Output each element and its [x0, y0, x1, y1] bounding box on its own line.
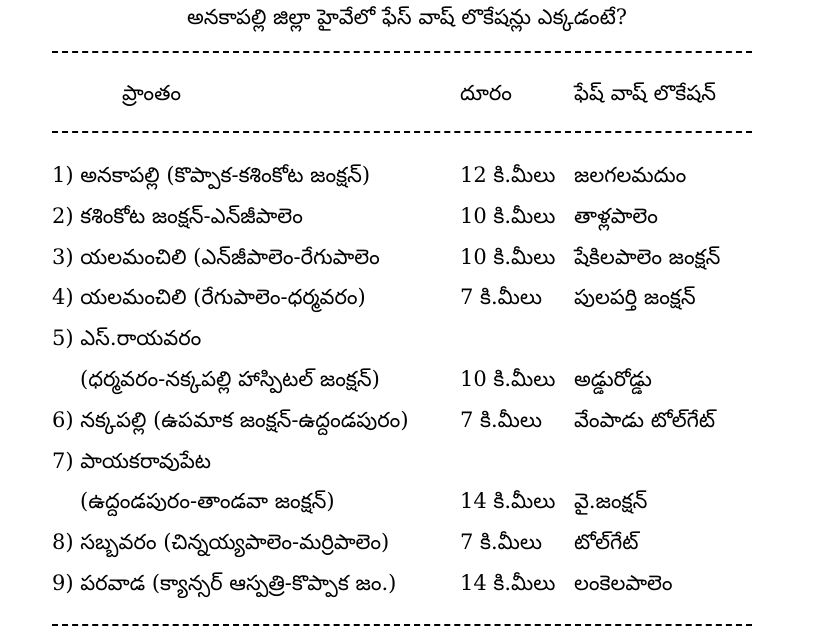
header-distance: దూరం: [460, 81, 512, 105]
table-row: [0, 399, 814, 440]
row-distance: 14 కి.మీలు: [460, 489, 556, 514]
row-location: లంకెలపాలెం: [574, 570, 673, 595]
dashed-divider-header: [52, 131, 752, 133]
row-location: టోల్‌గేట్: [574, 530, 639, 555]
row-location: జలగలమదుం: [574, 163, 687, 187]
table-row: [0, 195, 814, 236]
row-area: 3) యలమంచిలి (ఎన్‌జీపాలెం-రేగుపాలెం: [52, 244, 380, 269]
table-row: [0, 236, 814, 277]
row-distance: 7 కి.మీలు: [460, 530, 543, 555]
row-distance: 10 కి.మీలు: [460, 203, 556, 228]
row-area: (ధర్మవరం-నక్కపల్లి హాస్పిటల్ జంక్షన్): [80, 366, 380, 391]
row-distance: 12 కి.మీలు: [460, 163, 556, 187]
row-distance: 14 కి.మీలు: [460, 570, 556, 595]
row-area: 7) పాయకరావుపేట: [52, 448, 211, 473]
row-area: 9) పరవాడ (క్యాన్సర్ ఆస్పత్రి-కొప్పాక జం.): [52, 570, 397, 595]
row-distance: 7 కి.మీలు: [460, 285, 543, 310]
table-row: [0, 521, 814, 562]
document-title: అనకాపల్లి జిల్లా హైవేలో ఫేస్ వాష్ లొకేషన్లు ఎక్కడంటే?: [186, 5, 628, 29]
header-area: ప్రాంతం: [122, 81, 182, 105]
dashed-divider-bottom: [52, 624, 752, 626]
row-area: 2) కశింకోట జంక్షన్-ఎన్‌జీపాలెం: [52, 203, 303, 228]
row-location: షేకిలపాలెం జంక్షన్: [574, 244, 721, 269]
table-row: [0, 480, 814, 521]
row-area: 5) ఎస్.రాయవరం: [52, 326, 202, 351]
table-row: [0, 358, 814, 399]
header-location: ఫేష్ వాష్ లొకేషన్: [574, 81, 716, 105]
row-area: 1) అనకాపల్లి (కొప్పాక-కశింకోట జంక్షన్): [52, 163, 371, 187]
row-area: 4) యలమంచిలి (రేగుపాలెం-ధర్మవరం): [52, 285, 366, 310]
row-distance: 10 కి.మీలు: [460, 366, 556, 391]
row-location: వై.జంక్షన్: [574, 489, 648, 514]
row-area: (ఉద్దండపురం-తాండవా జంక్షన్): [80, 489, 335, 514]
dashed-divider-top: [52, 51, 752, 53]
table-row: [0, 154, 814, 195]
row-distance: 7 కి.మీలు: [460, 407, 543, 432]
table-row: [0, 440, 814, 481]
table-row: [0, 276, 814, 317]
row-distance: 10 కి.మీలు: [460, 244, 556, 269]
row-location: అడ్డురోడ్డు: [574, 366, 652, 391]
location-table: [0, 154, 814, 603]
row-location: వేంపాడు టోల్‌గేట్: [574, 407, 716, 432]
row-location: తాళ్లపాలెం: [574, 203, 658, 228]
row-location: పులపర్తి జంక్షన్: [574, 285, 696, 310]
row-area: 8) సబ్బవరం (చిన్నయ్యపాలెం-మర్రిపాలెం): [52, 530, 390, 555]
table-row: [0, 562, 814, 603]
row-area: 6) నక్కపల్లి (ఉపమాక జంక్షన్-ఉద్దండపురం): [52, 407, 409, 432]
table-row: [0, 317, 814, 358]
